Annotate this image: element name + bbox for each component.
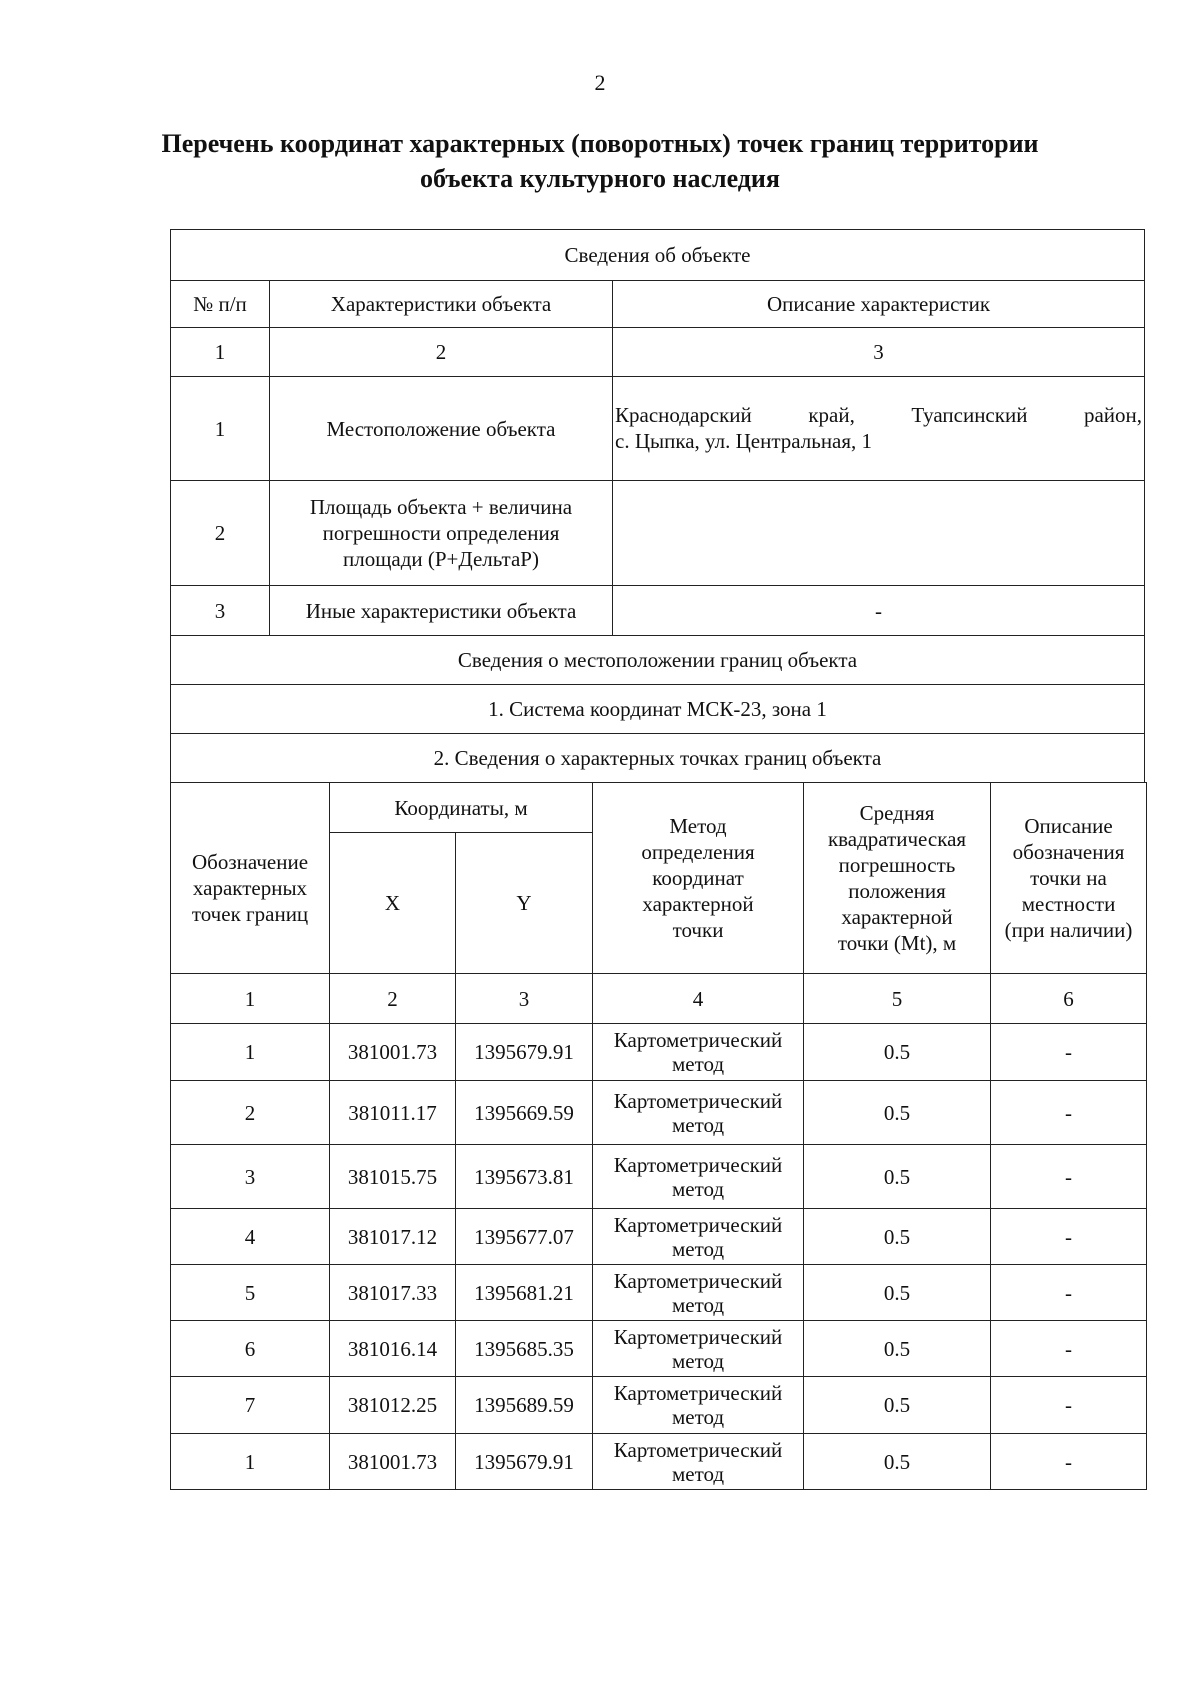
area-description [613, 481, 1145, 586]
coordinate-system: 1. Система координат МСК-23, зона 1 [171, 685, 1145, 734]
section-location-header: Сведения о местоположении границ объекта [171, 636, 1145, 685]
document-title [140, 126, 1060, 196]
point-method [593, 1145, 804, 1209]
characteristic-area-line: площади (Р+ДельтаР) [343, 547, 539, 571]
point-method-line: Картометрический [613, 1381, 783, 1405]
point-mean-error: 0.5 [804, 1024, 991, 1081]
boundary-points-table [170, 782, 1147, 1490]
header-x: X [330, 833, 456, 974]
point-number: 6 [171, 1321, 330, 1377]
table-row [171, 1265, 1147, 1321]
row-number: 2 [171, 481, 270, 586]
point-description: - [991, 1081, 1147, 1145]
column-number: 3 [613, 328, 1145, 377]
points-header-row [171, 783, 1147, 833]
point-x: 381015.75 [330, 1145, 456, 1209]
header-method-line: характерной [642, 892, 754, 916]
point-x: 381011.17 [330, 1081, 456, 1145]
column-number: 1 [171, 974, 330, 1024]
column-number: 2 [270, 328, 613, 377]
header-method-line: определения [641, 840, 755, 864]
table-row [171, 1321, 1147, 1377]
document-title-line-2: объекта культурного наследия [420, 164, 780, 193]
header-error-line: положения [848, 879, 946, 903]
point-method-line: Картометрический [613, 1324, 783, 1349]
header-description-line: обозначения [1012, 840, 1125, 864]
point-mean-error: 0.5 [804, 1377, 991, 1434]
header-description-line: местности [1021, 892, 1116, 916]
point-x: 381001.73 [330, 1024, 456, 1081]
table-header-row [171, 230, 1145, 281]
point-y: 1395685.35 [456, 1321, 593, 1377]
point-mean-error: 0.5 [804, 1209, 991, 1265]
header-error-line: точки (Mt), м [837, 931, 957, 955]
point-x: 381017.12 [330, 1209, 456, 1265]
point-method-line: метод [671, 1292, 725, 1317]
point-method [593, 1434, 804, 1490]
column-header-row [171, 281, 1145, 328]
point-y: 1395689.59 [456, 1377, 593, 1434]
point-method-line: метод [671, 1405, 725, 1429]
table-row [171, 1377, 1147, 1434]
location-word: Туапсинский [911, 403, 1028, 427]
header-method-line: координат [652, 866, 744, 890]
point-method-line: метод [671, 1112, 725, 1137]
header-coordinates: Координаты, м [330, 783, 593, 833]
point-number: 3 [171, 1145, 330, 1209]
point-x: 381017.33 [330, 1265, 456, 1321]
column-number: 3 [456, 974, 593, 1024]
column-header-number: № п/п [171, 281, 270, 328]
point-number: 1 [171, 1434, 330, 1490]
row-number: 1 [171, 377, 270, 481]
header-description-line: Описание [1024, 814, 1113, 838]
header-error-line: погрешность [838, 853, 956, 877]
location-word: Краснодарский [615, 403, 752, 427]
point-method [593, 1377, 804, 1434]
point-mean-error: 0.5 [804, 1434, 991, 1490]
point-y: 1395669.59 [456, 1081, 593, 1145]
location-description-line-1 [615, 402, 1142, 428]
table-row [171, 1081, 1147, 1145]
header-designation-line: Обозначение [191, 850, 309, 874]
point-number: 5 [171, 1265, 330, 1321]
table-row [171, 586, 1145, 636]
column-number: 4 [593, 974, 804, 1024]
header-designation [171, 783, 330, 974]
point-x: 381001.73 [330, 1434, 456, 1490]
point-method [593, 1024, 804, 1081]
column-number-row [171, 974, 1147, 1024]
point-number: 2 [171, 1081, 330, 1145]
point-mean-error: 0.5 [804, 1265, 991, 1321]
point-method-line: Картометрический [613, 1028, 783, 1052]
column-header-description: Описание характеристик [613, 281, 1145, 328]
characteristic-area [270, 481, 613, 586]
header-method [593, 783, 804, 974]
point-description: - [991, 1024, 1147, 1081]
other-description: - [613, 586, 1145, 636]
column-header-characteristic: Характеристики объекта [270, 281, 613, 328]
header-designation-line: точек границ [191, 902, 309, 926]
point-method-line: метод [671, 1176, 725, 1201]
section-row [171, 734, 1145, 783]
column-number-row [171, 328, 1145, 377]
column-number: 5 [804, 974, 991, 1024]
characteristic-area-line: погрешности определения [322, 521, 560, 545]
point-method-line: Картометрический [613, 1088, 783, 1113]
header-error-line: Средняя [859, 801, 935, 825]
header-description-line: точки на [1030, 866, 1107, 890]
column-number: 2 [330, 974, 456, 1024]
section-row [171, 636, 1145, 685]
characteristic-other: Иные характеристики объекта [270, 586, 613, 636]
point-y: 1395673.81 [456, 1145, 593, 1209]
document-title-line-1: Перечень координат характерных (поворотных) точек границ территории [161, 129, 1039, 158]
table-row [171, 1024, 1147, 1081]
point-number: 1 [171, 1024, 330, 1081]
point-number: 7 [171, 1377, 330, 1434]
point-description: - [991, 1321, 1147, 1377]
point-mean-error: 0.5 [804, 1145, 991, 1209]
page-number: 2 [594, 70, 606, 95]
points-section-header: 2. Сведения о характерных точках границ объекта [171, 734, 1145, 783]
table-row [171, 1145, 1147, 1209]
point-mean-error: 0.5 [804, 1081, 991, 1145]
table-row [171, 377, 1145, 481]
section-row [171, 685, 1145, 734]
point-method-line: Картометрический [613, 1212, 783, 1237]
point-x: 381012.25 [330, 1377, 456, 1434]
header-designation-line: характерных [192, 876, 308, 900]
row-number: 3 [171, 586, 270, 636]
header-method-line: точки [672, 918, 724, 942]
point-description: - [991, 1377, 1147, 1434]
header-method-line: Метод [669, 814, 727, 838]
point-description: - [991, 1209, 1147, 1265]
point-method [593, 1209, 804, 1265]
point-y: 1395677.07 [456, 1209, 593, 1265]
table-row [171, 1434, 1147, 1490]
point-description: - [991, 1145, 1147, 1209]
point-method-line: Картометрический [613, 1268, 783, 1293]
point-method [593, 1081, 804, 1145]
point-y: 1395679.91 [456, 1024, 593, 1081]
point-description: - [991, 1265, 1147, 1321]
point-x: 381016.14 [330, 1321, 456, 1377]
table-row [171, 1209, 1147, 1265]
point-method-line: метод [671, 1461, 725, 1486]
header-mean-error [804, 783, 991, 974]
point-method-line: Картометрический [613, 1437, 783, 1462]
table-row [171, 481, 1145, 586]
location-description-line-2: с. Цыпка, ул. Центральная, 1 [615, 429, 873, 453]
characteristic-location: Местоположение объекта [270, 377, 613, 481]
point-y: 1395681.21 [456, 1265, 593, 1321]
point-method [593, 1321, 804, 1377]
header-y: Y [456, 833, 593, 974]
point-method-line: Картометрический [613, 1152, 783, 1177]
point-description: - [991, 1434, 1147, 1490]
characteristic-area-line: Площадь объекта + величина [309, 495, 573, 519]
header-point-description [991, 783, 1147, 974]
point-method-line: метод [671, 1348, 725, 1373]
location-word: край, [808, 403, 855, 427]
point-method [593, 1265, 804, 1321]
header-description-line: (при наличии) [1004, 918, 1133, 942]
column-number: 6 [991, 974, 1147, 1024]
object-info-header: Сведения об объекте [171, 230, 1145, 281]
point-mean-error: 0.5 [804, 1321, 991, 1377]
point-number: 4 [171, 1209, 330, 1265]
point-method-line: метод [671, 1052, 725, 1076]
point-y: 1395679.91 [456, 1434, 593, 1490]
location-word: район, [1083, 403, 1143, 427]
object-info-table [170, 229, 1145, 783]
point-method-line: метод [671, 1236, 725, 1261]
header-error-line: квадратическая [827, 827, 967, 851]
header-error-line: характерной [841, 905, 953, 929]
location-description [613, 377, 1145, 481]
column-number: 1 [171, 328, 270, 377]
